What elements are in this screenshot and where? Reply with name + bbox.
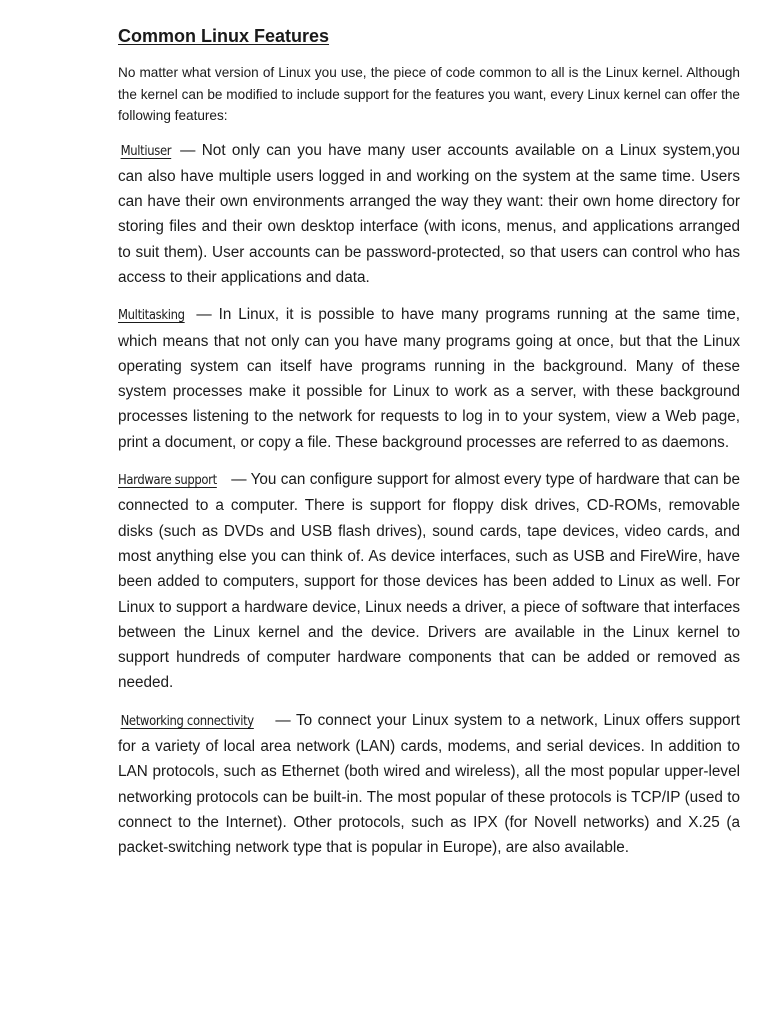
document-page — [118, 24, 740, 873]
feature-term-multitasking: Multitasking — [118, 307, 185, 324]
page-title: Common Linux Features — [118, 26, 330, 46]
feature-term-hardware-support: Hardware support — [118, 472, 217, 489]
feature-networking-connectivity — [118, 708, 740, 861]
feature-text-networking-connectivity: — To connect your Linux system to a network, Linux offers support for a variety of local area network (LAN) cards, modems, and serial devices. In addition to LAN protocols, such as Ethernet (both wired and wireless), all the most popular upper-level networking protocols can be built-in. The most popular of these protocols is TCP/IP (used to connect to the Internet). Other protocols, such as IPX (for Novell networks) and X.25 (a packet-switching network type that is popular in Europe), are also available. — [118, 711, 740, 857]
feature-multiuser — [118, 138, 740, 291]
feature-text-multitasking: — In Linux, it is possible to have many programs running at the same time, which means that not only can you have many programs going at once, but that the Linux operating system can itself have programs running in the background. Many of these system processes make it possible for Linux to work as a server, with these background processes listening to the network for requests to log in to your system, view a Web page, print a document, or copy a file. These background processes are referred to as daemons. — [118, 306, 740, 451]
feature-multitasking — [118, 302, 740, 455]
feature-text-multiuser: — Not only can you have many user accounts available on a Linux system,you can also have multiple users logged in and working on the system at the same time. Users can have their own environments arranged the way they want: their own home directory for storing files and their own desktop interface (with icons, menus, and applications arranged to suit them). User accounts can be password-protected, so that users can control who has access to their applications and data. — [118, 141, 740, 286]
feature-term-networking-connectivity: Networking connectivity — [120, 712, 254, 729]
intro-paragraph: No matter what version of Linux you use, the piece of code common to all is the Linux kernel. Although the kernel can be modified to include support for the features you want, every Linux kernel can offer the following features: — [118, 65, 740, 123]
feature-hardware-support — [118, 467, 740, 696]
feature-text-hardware-support: — You can configure support for almost every type of hardware that can be connected to a computer. There is support for floppy disk drives, CD-ROMs, removable disks (such as DVDs and USB flash drives), sound cards, tape devices, video cards, and most anything else you can think of. As device interfaces, such as USB and FireWire, have been added to computers, support for those devices has been added to Linux as well. For Linux to support a hardware device, Linux needs a driver, a piece of software that interfaces between the Linux kernel and the device. Drivers are available in the Linux kernel to support hundreds of computer hardware components that can be added or removed as needed. — [118, 471, 740, 692]
feature-term-multiuser: Multiuser — [120, 142, 172, 159]
